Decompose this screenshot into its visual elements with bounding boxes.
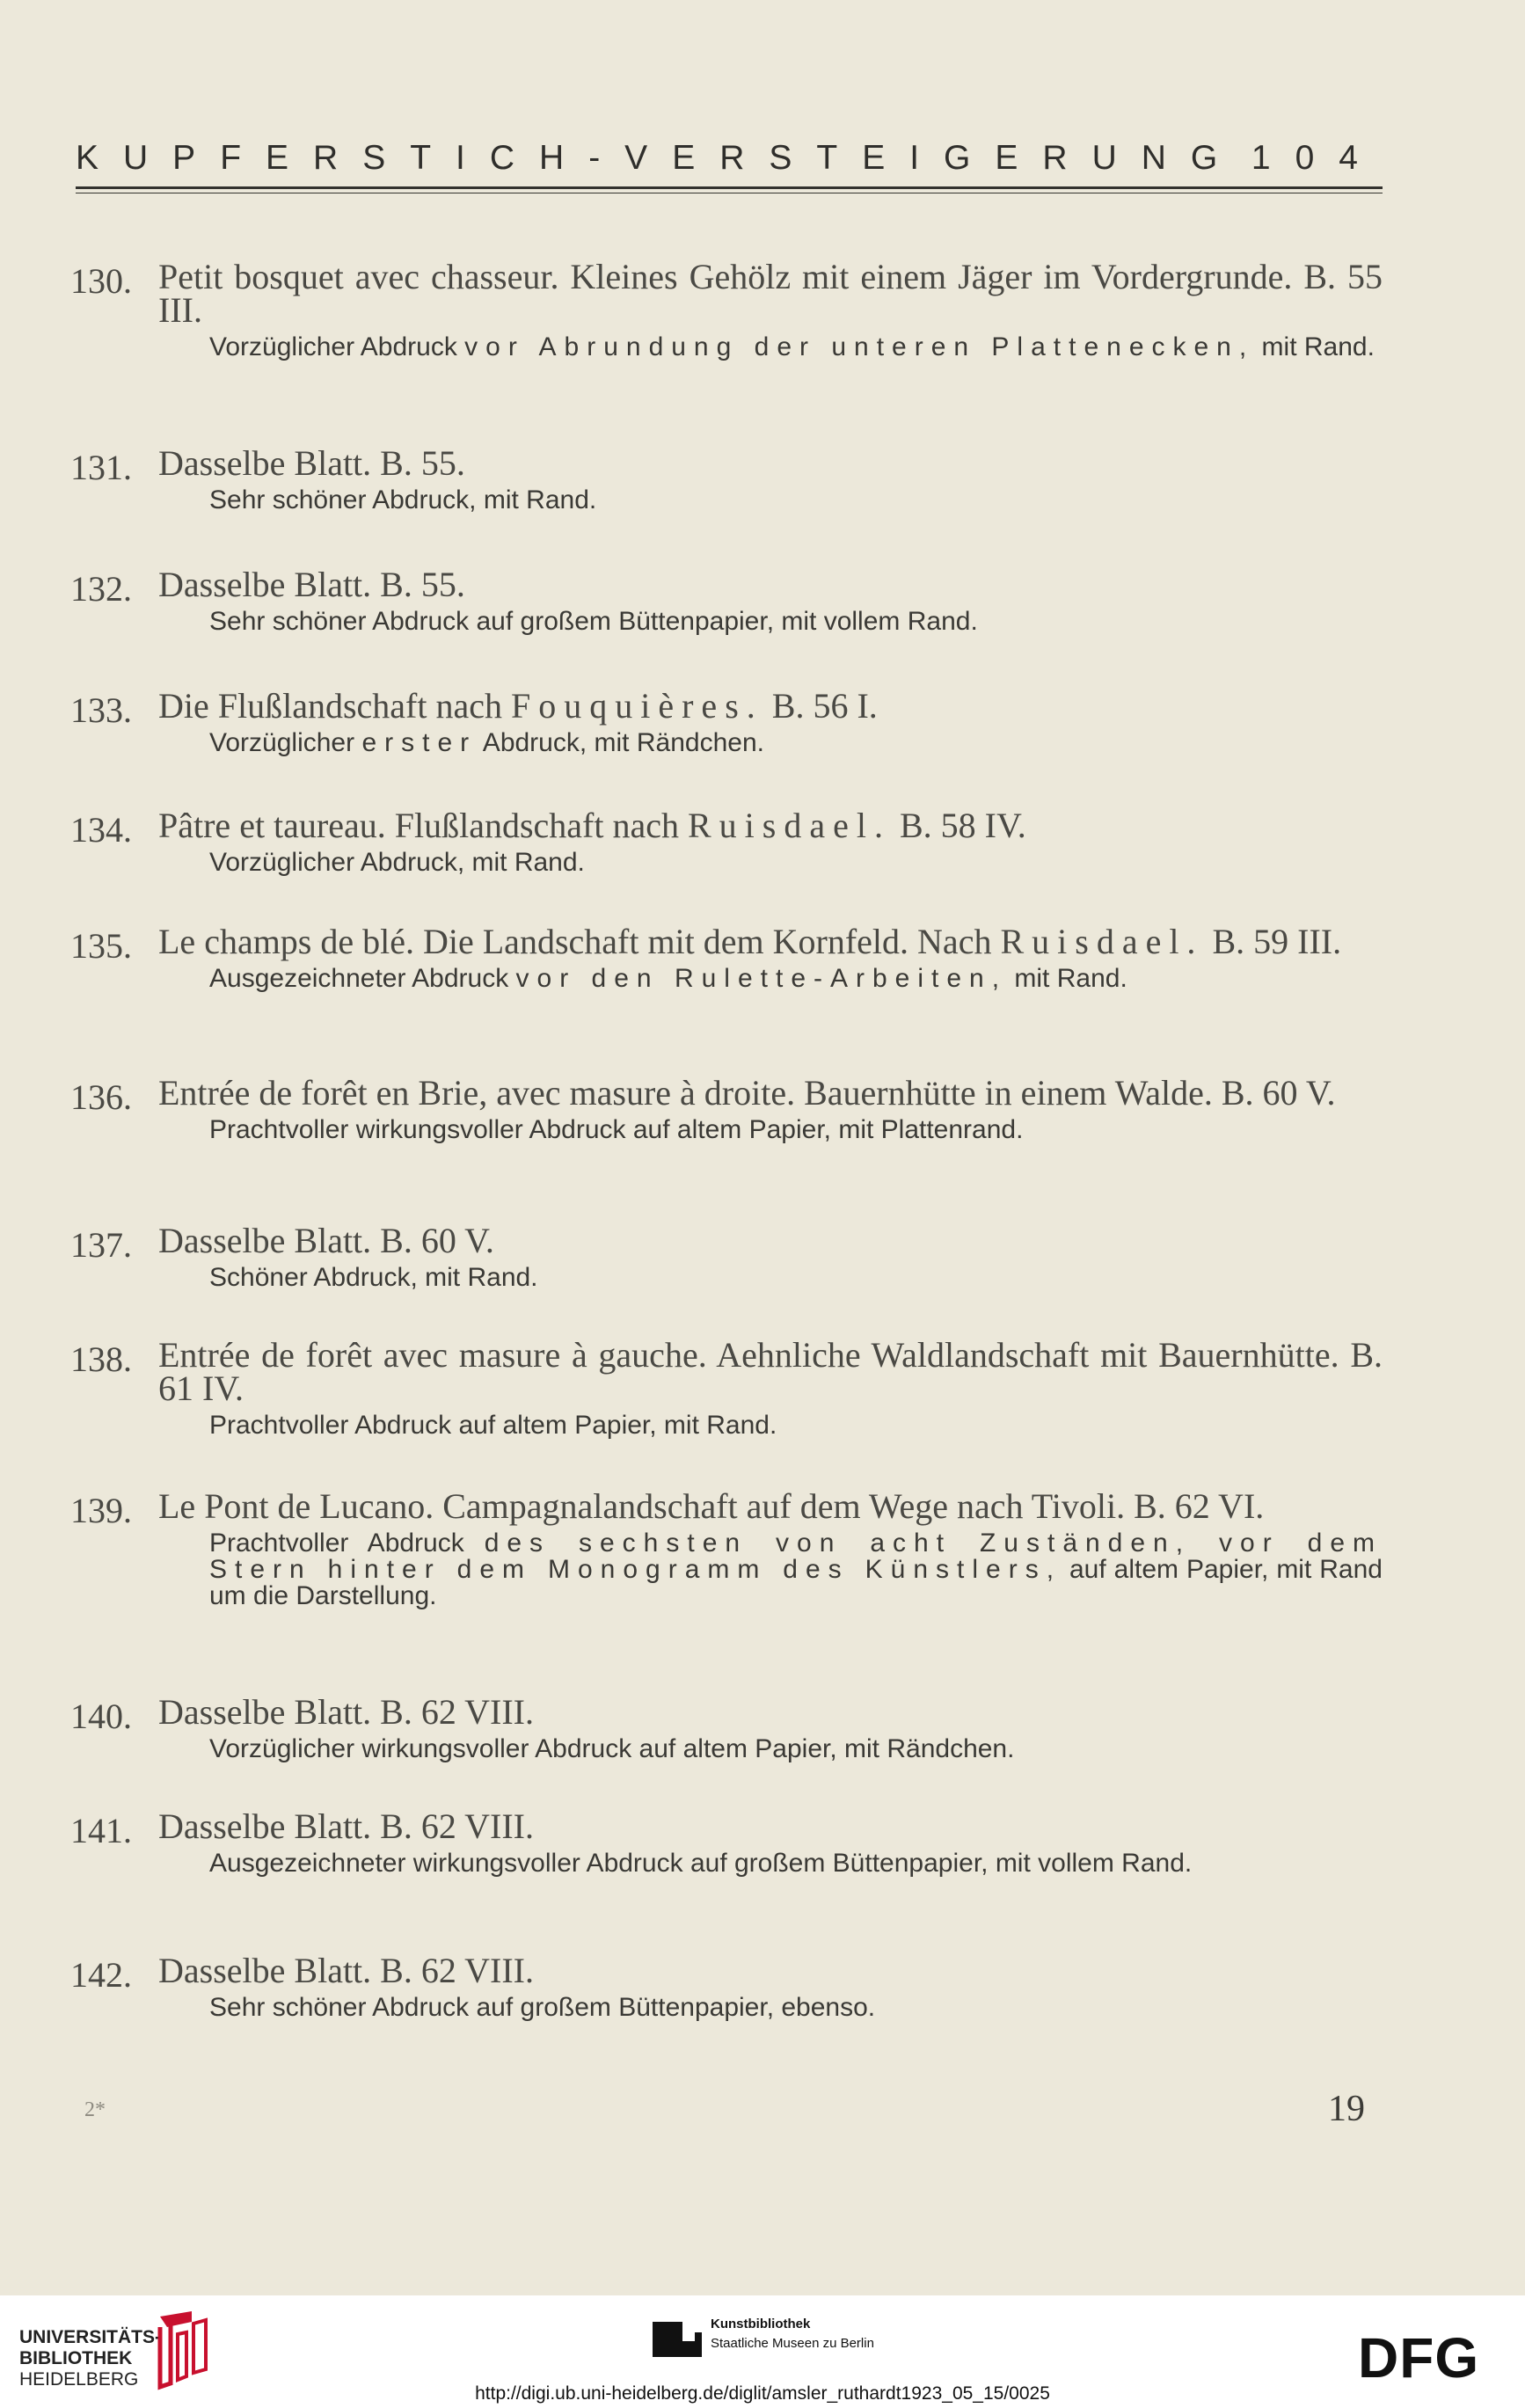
catalog-entry-131 <box>70 443 1383 514</box>
kunstbibliothek-logo-icon <box>649 2315 705 2364</box>
library-footer <box>0 2295 1525 2408</box>
kunstbibliothek-text: Kunstbibliothek Staatliche Museen zu Berlin <box>711 2317 874 2351</box>
entry-number: 139. <box>70 1491 132 1530</box>
entry-number: 137. <box>70 1225 132 1265</box>
ub-heidelberg-text: UNIVERSITÄTS- BIBLIOTHEK HEIDELBERG <box>19 2327 162 2390</box>
entry-number: 130. <box>70 261 132 301</box>
entry-title: Pâtre et taureau. Flußlandschaft nach Ruisdael. B. 58 IV. <box>158 806 1026 845</box>
catalog-entry-138 <box>70 1335 1383 1440</box>
signature-mark: 2* <box>84 2098 106 2121</box>
entry-title: Dasselbe Blatt. B. 55. <box>158 565 465 604</box>
entry-title: Dasselbe Blatt. B. 55. <box>158 443 465 483</box>
entry-title: Le champs de blé. Die Landschaft mit dem Kornfeld. Nach Ruisdael. B. 59 III. <box>158 922 1342 961</box>
entry-number: 131. <box>70 448 132 487</box>
entry-description: Ausgezeichneter Abdruck vor den Rulette-Arbeiten, mit Rand. <box>209 964 1127 993</box>
entry-title: Die Flußlandschaft nach Fouquières. B. 56 I. <box>158 686 878 726</box>
entry-number: 134. <box>70 810 132 850</box>
catalog-entry-134 <box>70 806 1383 877</box>
entry-description: Vorzüglicher Abdruck, mit Rand. <box>209 848 585 877</box>
entry-number: 136. <box>70 1077 132 1117</box>
ub-heidelberg-logo-icon <box>148 2308 213 2392</box>
source-url-link[interactable]: http://digi.ub.uni-heidelberg.de/diglit/amsler_ruthardt1923_05_15/0025 <box>475 2383 1050 2404</box>
catalog-entry-139 <box>70 1486 1383 1610</box>
entry-number: 140. <box>70 1697 132 1736</box>
entry-description: Sehr schöner Abdruck auf großem Büttenpapier, ebenso. <box>209 1993 876 2022</box>
header-title: KUPFERSTICH-VERSTEIGERUNG <box>76 139 1243 177</box>
dfg-logo: DFG <box>1358 2326 1480 2390</box>
entry-number: 138. <box>70 1339 132 1379</box>
entry-number: 133. <box>70 690 132 730</box>
entry-title: Le Pont de Lucano. Campagnalandschaft auf dem Wege nach Tivoli. B. 62 VI. <box>158 1486 1265 1526</box>
entry-number: 142. <box>70 1955 132 1995</box>
entry-title: Dasselbe Blatt. B. 62 VIII. <box>158 1806 534 1846</box>
entry-number: 141. <box>70 1811 132 1850</box>
entry-title: Dasselbe Blatt. B. 60 V. <box>158 1221 494 1260</box>
catalog-entry-130 <box>70 257 1383 361</box>
entry-description: Ausgezeichneter wirkungsvoller Abdruck auf großem Büttenpapier, mit vollem Rand. <box>209 1849 1193 1878</box>
entry-title: Dasselbe Blatt. B. 62 VIII. <box>158 1951 534 1990</box>
catalog-entry-142 <box>70 1951 1383 2022</box>
catalog-entry-133 <box>70 686 1383 757</box>
entry-description: Vorzüglicher wirkungsvoller Abdruck auf altem Papier, mit Rändchen. <box>209 1734 1015 1763</box>
entry-number: 135. <box>70 926 132 966</box>
entry-description: Sehr schöner Abdruck, mit Rand. <box>209 485 597 514</box>
entry-description: Prachtvoller wirkungsvoller Abdruck auf altem Papier, mit Plattenrand. <box>209 1115 1024 1144</box>
entry-description: Prachtvoller Abdruck auf altem Papier, mit Rand. <box>209 1411 777 1440</box>
page-header <box>76 139 1383 178</box>
catalog-entry-132 <box>70 565 1383 636</box>
entry-title: Dasselbe Blatt. B. 62 VIII. <box>158 1692 534 1732</box>
entry-description: Schöner Abdruck, mit Rand. <box>209 1263 538 1292</box>
entry-description: Vorzüglicher erster Abdruck, mit Rändchen. <box>209 728 764 757</box>
catalog-entry-141 <box>70 1806 1383 1878</box>
entry-title: Entrée de forêt avec masure à gauche. Aehnliche Waldlandschaft mit Bauernhütte. B. 61 IV. <box>158 1335 1383 1408</box>
entry-description: Prachtvoller Abdruck des sechsten von acht Zuständen, vor dem Stern hinter dem Monogramm des Künstlers, auf altem Papier, mit Rand um die Darstellung. <box>209 1529 1383 1610</box>
catalog-entry-140 <box>70 1692 1383 1763</box>
entry-description: Vorzüglicher Abdruck vor Abrundung der unteren Plattenecken, mit Rand. <box>209 332 1375 361</box>
entry-description: Sehr schöner Abdruck auf großem Büttenpapier, mit vollem Rand. <box>209 607 978 636</box>
catalog-entry-135 <box>70 922 1383 993</box>
header-number: 104 <box>1251 139 1383 177</box>
entry-title: Entrée de forêt en Brie, avec masure à droite. Bauernhütte in einem Walde. B. 60 V. <box>158 1073 1336 1113</box>
header-rule <box>76 186 1383 189</box>
entry-number: 132. <box>70 569 132 609</box>
catalog-entry-137 <box>70 1221 1383 1292</box>
entry-title: Petit bosquet avec chasseur. Kleines Gehölz mit einem Jäger im Vordergrunde. B. 55 III. <box>158 257 1383 330</box>
catalog-entry-136 <box>70 1073 1383 1144</box>
page-number: 19 <box>1328 2089 1365 2129</box>
